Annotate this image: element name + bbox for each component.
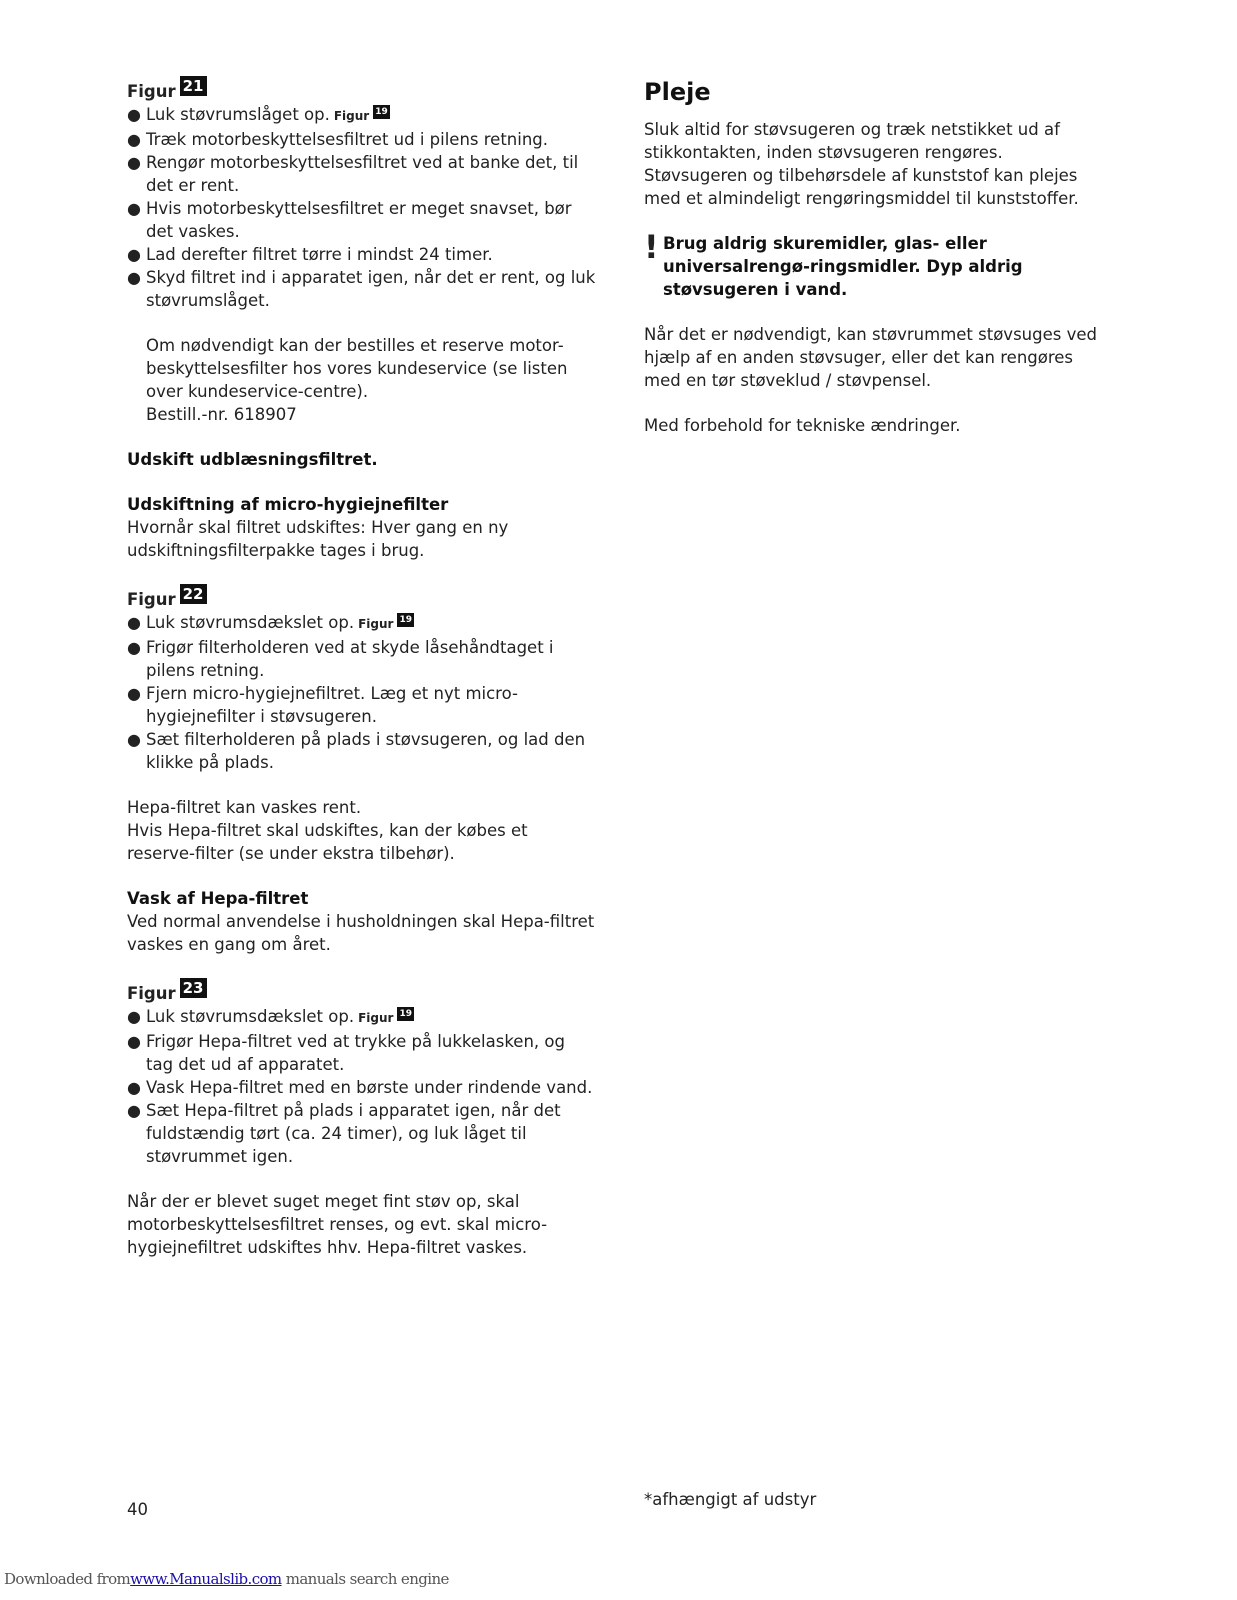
figure-21-steps xyxy=(127,103,597,312)
bullet-icon: ● xyxy=(127,1007,141,1026)
paragraph: Hepa-filtret kan vaskes rent. xyxy=(127,798,362,817)
bullet-icon: ● xyxy=(127,730,141,749)
figure-reference: Figur xyxy=(358,1011,394,1025)
bullet-icon: ● xyxy=(127,1101,141,1120)
bullet-icon: ● xyxy=(127,153,141,172)
bullet-icon: ● xyxy=(127,684,141,703)
list-item: ● Sæt Hepa-filtret på plads i apparatet igen, når det fuldstændig tørt (ca. 24 timer), og luk låget til støvrummet igen. xyxy=(127,1101,561,1166)
bullet-icon: ● xyxy=(127,245,141,264)
figure-23-steps xyxy=(127,1005,597,1168)
bullet-icon: ● xyxy=(127,199,141,218)
footnote: *afhængigt af udstyr xyxy=(644,1490,817,1509)
list-item: ● Fjern micro-hygiejnefiltret. Læg et nyt micro-hygiejnefilter i støvsugeren. xyxy=(127,684,518,726)
figure-21-label: Figur 21 xyxy=(127,76,597,103)
figure-reference: Figur xyxy=(333,109,370,123)
paragraph: Hvis Hepa-filtret skal udskiftes, kan der købes et reserve-filter (se under ekstra tilbehør). xyxy=(127,821,528,863)
order-number: Bestill.-nr. 618907 xyxy=(146,405,297,424)
paragraph: Hvornår skal filtret udskiftes: Hver gang en ny udskiftningsfilterpakke tages i brug. xyxy=(127,518,509,560)
reserve-filter-note: Om nødvendigt kan der bestilles et reserve motor-beskyttelsesfilter hos vores kundeservice (se listen over kundeservice-centre). xyxy=(146,336,568,401)
section-heading: Udskift udblæsningsfiltret. xyxy=(127,450,378,469)
download-footer xyxy=(4,1570,449,1588)
download-suffix: manuals search engine xyxy=(281,1570,449,1588)
bullet-icon: ● xyxy=(127,268,141,287)
figure-reference-number: 19 xyxy=(399,1009,412,1019)
paragraph: Med forbehold for tekniske ændringer. xyxy=(644,416,961,435)
warning-block xyxy=(644,228,1104,301)
manualslib-link[interactable]: www.Manualslib.com xyxy=(130,1570,282,1588)
list-item: ● Frigør filterholderen ved at skyde låsehåndtaget i pilens retning. xyxy=(127,638,554,680)
figure-reference: Figur xyxy=(358,617,394,631)
page-title: Pleje xyxy=(644,78,711,106)
bullet-icon: ● xyxy=(127,130,141,149)
list-item: ● Luk støvrumsdækslet op. Figur 19 xyxy=(127,613,412,632)
paragraph: Ved normal anvendelse i husholdningen skal Hepa-filtret vaskes en gang om året. xyxy=(127,912,595,954)
paragraph: Sluk altid for støvsugeren og træk netstikket ud af stikkontakten, inden støvsugeren rengøres. Støvsugeren og tilbehørsdele af kunststof kan plejes med et almindeligt rengøringsmiddel til kunststoffer. xyxy=(644,120,1079,208)
bullet-icon: ● xyxy=(127,613,141,632)
download-prefix: Downloaded from xyxy=(4,1570,131,1588)
list-item: ● Træk motorbeskyttelsesfiltret ud i pilens retning. xyxy=(127,130,549,149)
list-item: ● Luk støvrumslåget op. Figur 19 xyxy=(127,105,388,124)
bullet-icon: ● xyxy=(127,1078,141,1097)
list-item: ● Skyd filtret ind i apparatet igen, når det er rent, og luk støvrumslåget. xyxy=(127,268,596,310)
bullet-icon: ● xyxy=(127,1032,141,1051)
left-column xyxy=(127,76,597,1259)
figure-22-label: Figur 22 xyxy=(127,584,597,611)
figure-reference-number: 19 xyxy=(399,615,412,625)
bullet-icon: ● xyxy=(127,638,141,657)
figure-23-label: Figur 23 xyxy=(127,978,597,1005)
figure-number-badge: 22 xyxy=(180,584,207,604)
figure-number-badge: 21 xyxy=(180,76,207,96)
section-heading: Vask af Hepa-filtret xyxy=(127,889,309,908)
paragraph: Når der er blevet suget meget fint støv op, skal motorbeskyttelsesfiltret renses, og evt. skal micro-hygiejnefiltret udskiftes hhv. Hepa-filtret vaskes. xyxy=(127,1192,548,1257)
list-item: ● Frigør Hepa-filtret ved at trykke på lukkelasken, og tag det ud af apparatet. xyxy=(127,1032,565,1074)
page-number: 40 xyxy=(127,1500,148,1519)
list-item: ● Vask Hepa-filtret med en børste under rindende vand. xyxy=(127,1078,593,1097)
paragraph: Når det er nødvendigt, kan støvrummet støvsuges ved hjælp af en anden støvsuger, eller det kan rengøres med en tør støveklud / støvpensel. xyxy=(644,325,1097,390)
bullet-icon: ● xyxy=(127,105,141,124)
figure-reference-number: 19 xyxy=(375,107,388,117)
warning-icon: ! xyxy=(644,228,659,266)
warning-text: Brug aldrig skuremidler, glas- eller universalrengø-ringsmidler. Dyp aldrig støvsugeren i vand. xyxy=(663,234,1023,299)
section-heading: Udskiftning af micro-hygiejnefilter xyxy=(127,495,449,514)
right-column xyxy=(644,76,1104,437)
list-item: ● Hvis motorbeskyttelsesfiltret er meget snavset, bør det vaskes. xyxy=(127,199,572,241)
list-item: ● Rengør motorbeskyttelsesfiltret ved at banke det, til det er rent. xyxy=(127,153,579,195)
list-item: ● Sæt filterholderen på plads i støvsugeren, og lad den klikke på plads. xyxy=(127,730,586,772)
list-item: ● Lad derefter filtret tørre i mindst 24 timer. xyxy=(127,245,493,264)
figure-number-badge: 23 xyxy=(180,978,207,998)
list-item: ● Luk støvrumsdækslet op. Figur 19 xyxy=(127,1007,412,1026)
figure-22-steps xyxy=(127,611,597,774)
